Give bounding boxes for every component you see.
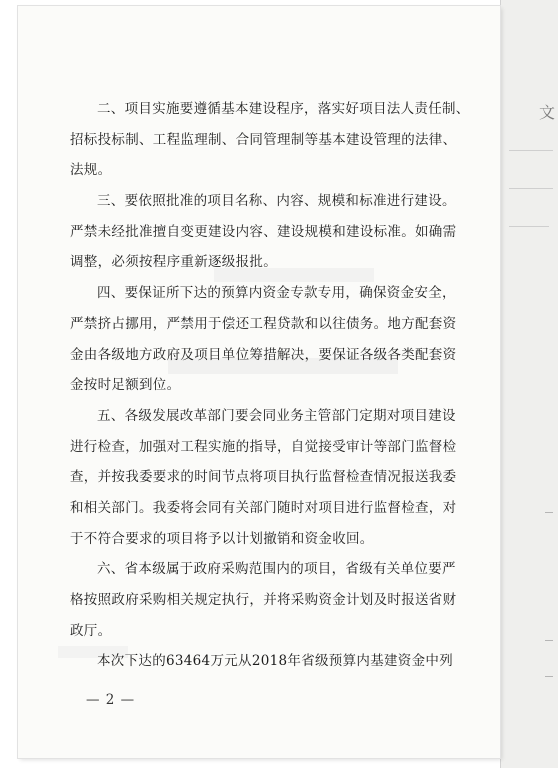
text-line: 法规。 <box>70 162 112 179</box>
text-line: 招标投标制、工程监理制、合同管理制等基本建设管理的法律、 <box>70 131 457 148</box>
paragraph-p5 <box>70 401 472 554</box>
adjacent-page-line <box>509 150 553 151</box>
text-line: 金由各级地方政府及项目单位筹措解决，要保证各级各类配套资 <box>70 346 457 363</box>
text-line: 严禁未经批准擅自变更建设内容、建设规模和建设标准。如确需 <box>70 223 457 240</box>
text-line: 调整，必须按程序重新逐级报批。 <box>70 254 277 271</box>
text-line: 和相关部门。我委将会同有关部门随时对项目进行监督检查，对 <box>70 499 457 516</box>
text-line: 二、项目实施要遵循基本建设程序，落实好项目法人责任制、 <box>97 101 470 117</box>
text-line: 金按时足额到位。 <box>70 377 181 394</box>
text-line: 本次下达的63464万元从2018年省级预算内基建资金中列 <box>97 653 454 670</box>
text-line: 于不符合要求的项目将予以计划撤销和资金收回。 <box>70 530 374 547</box>
text-line: 查，并按我委要求的时间节点将项目执行监督检查情况报送我委 <box>70 469 457 486</box>
adjacent-page-char: 文 <box>539 103 556 122</box>
adjacent-page-tick <box>545 640 553 641</box>
paragraph-p3 <box>70 186 472 278</box>
document-body <box>70 94 472 677</box>
text-line: 进行检查，加强对工程实施的指导，自觉接受审计等部门监督检 <box>70 438 457 455</box>
page-number: — 2 — <box>86 692 136 708</box>
text-line: 五、各级发展改革部门要会同业务主管部门定期对项目建设 <box>97 407 456 424</box>
text-line: 政厅。 <box>70 622 112 639</box>
paragraph-p7 <box>70 646 472 677</box>
text-line: 四、要保证所下达的预算内资金专款专用，确保资金安全， <box>97 285 456 302</box>
text-line: 严禁挤占挪用，严禁用于偿还工程贷款和以往债务。地方配套资 <box>70 315 457 332</box>
adjacent-page-line <box>509 226 549 227</box>
text-line: 六、省本级属于政府采购范围内的项目，省级有关单位要严 <box>97 561 456 578</box>
text-line: 格按照政府采购相关规定执行，并将采购资金计划及时报送省财 <box>70 592 457 608</box>
paragraph-p4 <box>70 278 472 401</box>
paragraph-p2 <box>70 94 472 186</box>
text-line: 三、要依照批准的项目名称、内容、规模和标准进行建设。 <box>97 193 456 210</box>
adjacent-page-line <box>509 188 553 189</box>
adjacent-page-tick <box>545 512 553 513</box>
paragraph-p6 <box>70 554 472 646</box>
adjacent-page-edge <box>500 0 558 768</box>
adjacent-page-tick <box>545 676 553 677</box>
